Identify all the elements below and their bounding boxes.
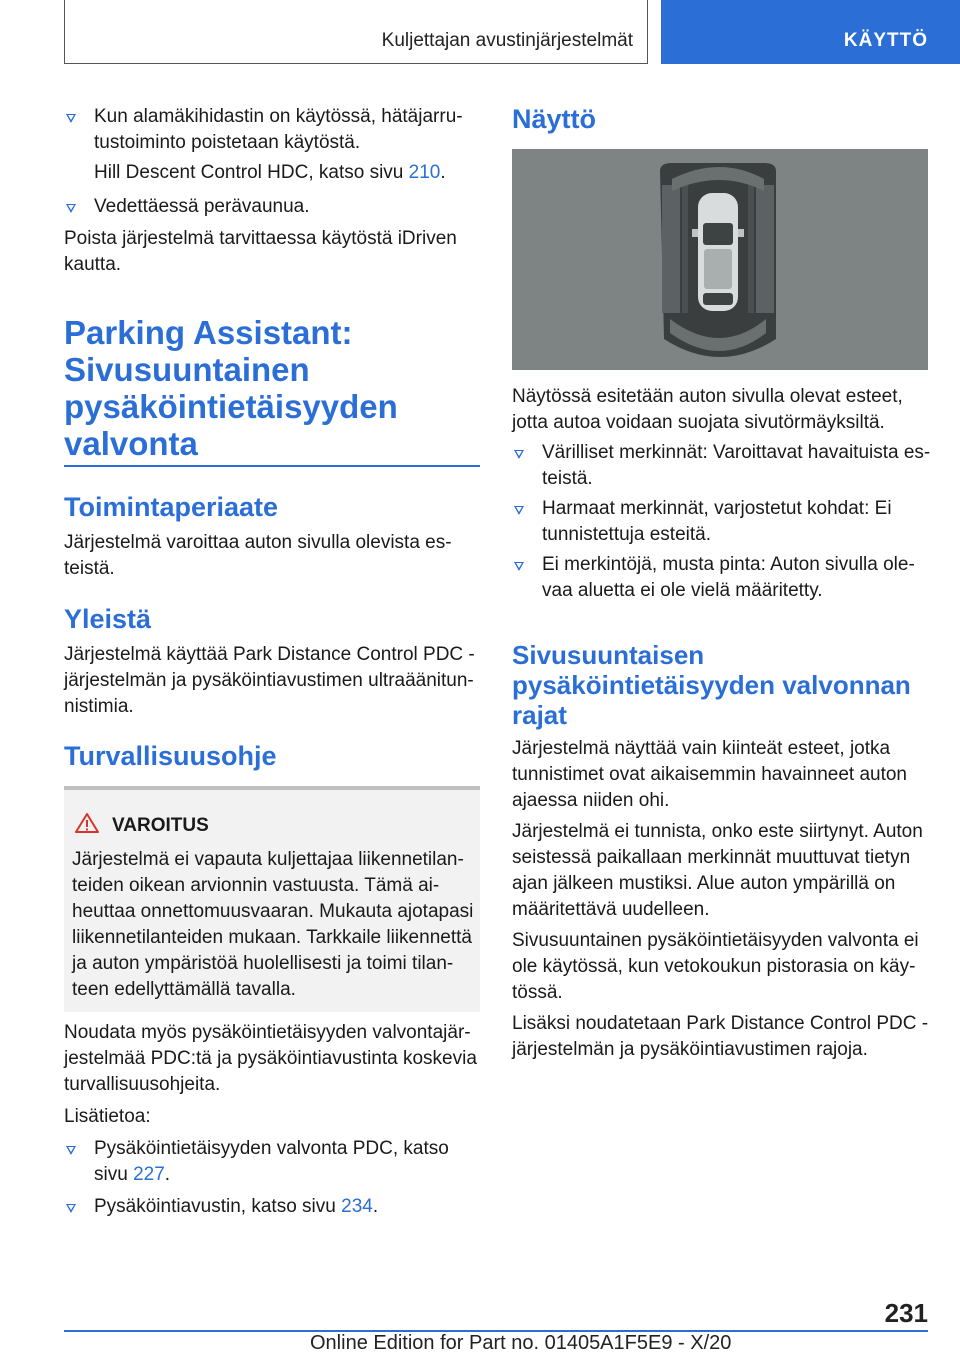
edition-text: Online Edition for Part no. 01405A1F5E9 - X/20 — [310, 1332, 732, 1354]
heading-limits: Sivusuuntaisen — [512, 640, 705, 670]
heading-rule — [64, 465, 480, 467]
paragraph-line: kautta. — [64, 254, 122, 275]
warning-line: heuttaa onnettomuusvaaran. Mukauta ajotapasi — [72, 901, 474, 922]
paragraph-line: Järjestelmä ei tunnista, onko este siirtynyt. Auton — [512, 821, 923, 842]
warning-line: ja auton ympäristöä huolellisesti ja toimi tilan- — [72, 953, 454, 974]
more-info-label: Lisätietoa: — [64, 1106, 151, 1127]
bullet-triangle-icon — [514, 506, 524, 515]
bullet-line: Värilliset merkinnät: Varoittavat havaituista es- — [542, 442, 931, 463]
paragraph-line: nistimia. — [64, 696, 134, 717]
ref-parking-assistant — [94, 1194, 378, 1220]
hdc-after: . — [440, 162, 446, 183]
bullet-line: Harmaat merkinnät, varjostetut kohdat: Ei — [542, 498, 892, 519]
caption-line: Näytössä esitetään auton sivulla olevat esteet, — [512, 386, 903, 407]
heading-display: Näyttö — [512, 104, 597, 134]
header-tab — [64, 0, 648, 64]
bullet-line: tustoiminto poistetaan käytöstä. — [94, 132, 361, 153]
bullet-triangle-icon — [514, 562, 524, 571]
header-title: Kuljettajan avustinjärjestelmät — [381, 30, 633, 51]
warning-line: teiden oikean arvionnin vastuusta. Tämä ai- — [72, 875, 440, 896]
heading-main: valvonta — [64, 425, 198, 462]
ref-text: Pysäköintiavustin, katso sivu — [94, 1196, 342, 1217]
paragraph-line: jestelmää PDC:tä ja pysäköintiavustinta koskevia — [64, 1048, 477, 1069]
parking-display-image — [512, 149, 928, 370]
bullet-triangle-icon — [66, 114, 76, 123]
heading-limits: pysäköintietäisyyden valvonnan — [512, 670, 911, 700]
ref-after: . — [372, 1196, 379, 1217]
bullet-triangle-icon — [66, 1204, 76, 1213]
paragraph-line: ajan jälkeen mustiksi. Alue auton ympärillä on — [512, 873, 896, 894]
paragraph-line: Sivusuuntainen pysäköintietäisyyden valvonta ei — [512, 930, 919, 951]
caption-line: jotta autoa voidaan suojata sivutörmäyksiltä. — [512, 412, 885, 433]
paragraph-line: turvallisuusohjeita. — [64, 1074, 221, 1095]
paragraph-line: Lisäksi noudatetaan Park Distance Control PDC - — [512, 1013, 929, 1034]
paragraph-line: järjestelmän ja pysäköintiavustimen rajoja. — [512, 1039, 868, 1060]
heading-principle: Toimintaperiaate — [64, 492, 279, 522]
paragraph-line: määritettävä uudelleen. — [512, 899, 710, 920]
paragraph-line: tunnistimet ovat aikaisemmin havainneet auton — [512, 764, 908, 785]
warning-line: liikennetilanteiden mukaan. Tarkkaile liikennettä — [72, 927, 472, 948]
paragraph-line: ole käytössä, kun vetokoukun pistorasia on käy- — [512, 956, 916, 977]
section-tab — [661, 0, 960, 64]
bullet-triangle-icon — [66, 204, 76, 213]
warning-box — [64, 786, 480, 1012]
paragraph-line: Järjestelmä varoittaa auton sivulla olevista es- — [64, 532, 452, 553]
ref-text: sivu — [94, 1164, 134, 1185]
paragraph-line: Noudata myös pysäköintietäisyyden valvontajär- — [64, 1022, 471, 1043]
bullet-triangle-icon — [66, 1146, 76, 1155]
hdc-reference — [94, 160, 446, 186]
page-link-227[interactable]: 227 — [133, 1164, 165, 1185]
hdc-text: Hill Descent Control HDC, katso sivu — [94, 162, 409, 183]
bullet-line: Ei merkintöjä, musta pinta: Auton sivulla ole- — [542, 554, 915, 575]
bullet-line: Kun alamäkihidastin on käytössä, hätäjarru- — [94, 106, 463, 127]
heading-main: pysäköintietäisyyden — [64, 388, 398, 425]
heading-general: Yleistä — [64, 604, 152, 634]
paragraph-line: teistä. — [64, 558, 115, 579]
bullet-line: teistä. — [542, 468, 593, 489]
bullet-triangle-icon — [514, 450, 524, 459]
heading-limits: rajat — [512, 700, 567, 730]
page-link-234[interactable]: 234 — [341, 1196, 373, 1217]
paragraph-line: järjestelmän ja pysäköintiavustimen ultraäänitun- — [64, 670, 474, 691]
heading-safety: Turvallisuusohje — [64, 741, 277, 771]
bullet-line: vaa aluetta ei ole vielä määritetty. — [542, 580, 823, 601]
paragraph-line: seistessä paikallaan merkinnät muuttuvat tietyn — [512, 847, 911, 868]
heading-main: Sivusuuntainen — [64, 351, 310, 388]
bullet-line: Pysäköintietäisyyden valvonta PDC, katso — [94, 1138, 449, 1159]
warning-triangle-icon — [74, 812, 100, 834]
warning-title: VAROITUS — [112, 815, 209, 836]
paragraph-line: Järjestelmä näyttää vain kiinteät esteet, jotka — [512, 738, 891, 759]
heading-main: Parking Assistant: — [64, 314, 353, 351]
paragraph-line: Järjestelmä käyttää Park Distance Control PDC - — [64, 644, 475, 665]
ref-pdc — [94, 1162, 170, 1188]
page-number: 231 — [884, 1298, 928, 1328]
section-title: KÄYTTÖ — [843, 30, 928, 51]
bullet-line: Vedettäessä perävaunua. — [94, 196, 310, 217]
warning-line: Järjestelmä ei vapauta kuljettajaa liikennetilan- — [72, 849, 464, 870]
ref-after: . — [164, 1164, 171, 1185]
paragraph-line: Poista järjestelmä tarvittaessa käytöstä iDriven — [64, 228, 457, 249]
paragraph-line: tössä. — [512, 982, 563, 1003]
car-top-view-illustration — [512, 149, 928, 370]
paragraph-line: ajaessa niiden ohi. — [512, 790, 670, 811]
bullet-line: tunnistettuja esteitä. — [542, 524, 711, 545]
page-link-210[interactable]: 210 — [408, 162, 441, 183]
warning-line: teen edellyttämällä tavalla. — [72, 979, 296, 1000]
